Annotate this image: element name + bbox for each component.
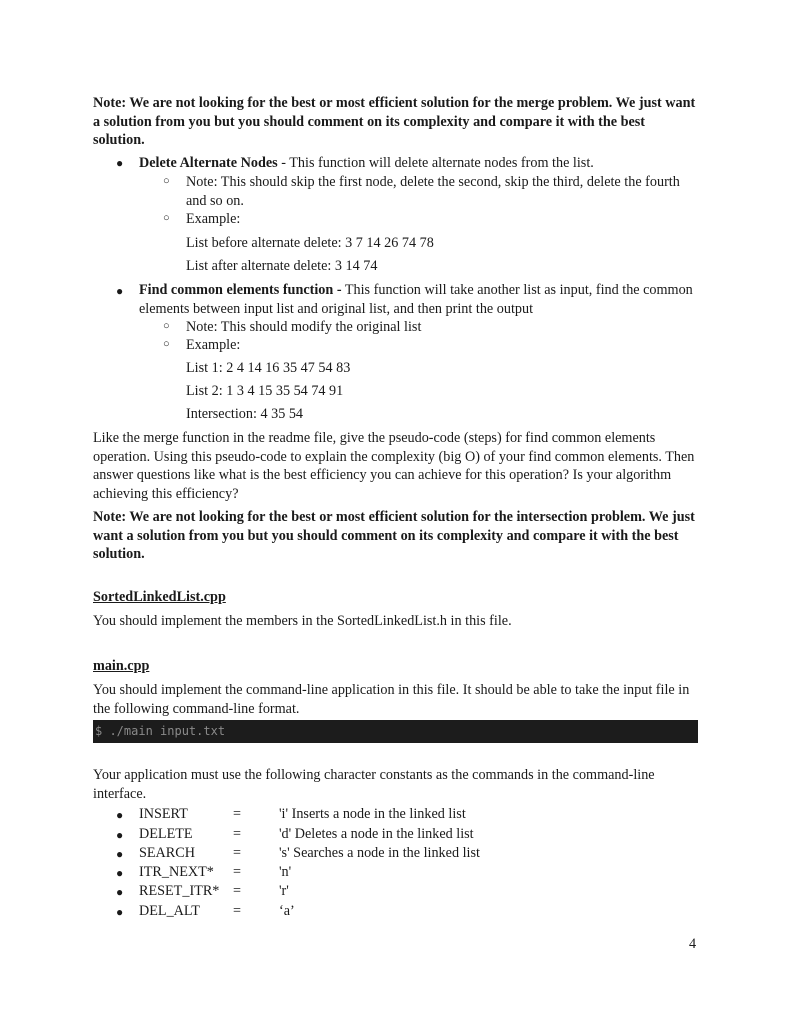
- application-text: Your application must use the following character constants as the commands in the command-line interface.: [93, 767, 655, 802]
- bullet-icon: ●: [116, 905, 124, 919]
- terminal-command-block: $ ./main input.txt: [93, 720, 698, 743]
- command-value: 'n': [279, 864, 292, 880]
- circle-bullet-icon: ○: [163, 175, 170, 187]
- sorted-linked-list-text: You should implement the members in the SortedLinkedList.h in this file.: [93, 613, 512, 629]
- bullet-icon: ●: [116, 828, 124, 842]
- command-value: 'r': [279, 883, 289, 899]
- delete-alternate-example-label: Example:: [186, 211, 241, 227]
- command-name: SEARCH: [139, 845, 195, 861]
- common-elements-note: Note: This should modify the original list: [186, 319, 422, 335]
- bullet-icon: ●: [116, 885, 124, 899]
- bullet-icon: ●: [116, 866, 124, 880]
- common-list1: List 1: 2 4 14 16 35 47 54 83: [186, 360, 351, 376]
- command-name: DELETE: [139, 826, 193, 842]
- bullet-icon: ●: [116, 808, 124, 822]
- command-equals: =: [233, 845, 242, 861]
- command-value: ‘a’: [279, 903, 295, 919]
- circle-bullet-icon: ○: [163, 338, 170, 350]
- delete-alternate-title: Delete Alternate Nodes: [139, 155, 278, 171]
- command-equals: =: [233, 826, 242, 842]
- intersection-note: Note: We are not looking for the best or most efficient solution for the intersection problem. We just want a solution from you but you should comment on its complexity and compare it with the best solution.: [93, 509, 695, 562]
- common-intersection: Intersection: 4 35 54: [186, 406, 304, 422]
- bullet-icon: ●: [116, 847, 124, 861]
- bullet-icon: ●: [116, 156, 124, 170]
- command-name: INSERT: [139, 806, 188, 822]
- delete-alternate-before: List before alternate delete: 3 7 14 26 74 78: [186, 235, 434, 251]
- command-equals: =: [233, 864, 242, 880]
- pseudo-code-paragraph: Like the merge function in the readme file, give the pseudo-code (steps) for find common elements operation. Using this pseudo-code to explain the complexity (big O) of your find common elements. Then answer questions like what is the best efficiency you can achieve for this operation? Is your algorithm achieving this efficiency?: [93, 430, 695, 502]
- common-elements-title: Find common elements function -: [139, 282, 342, 298]
- common-list2: List 2: 1 3 4 15 35 54 74 91: [186, 383, 344, 399]
- command-name: DEL_ALT: [139, 903, 200, 919]
- circle-bullet-icon: ○: [163, 320, 170, 332]
- command-equals: =: [233, 806, 242, 822]
- common-elements-example-label: Example:: [186, 337, 241, 353]
- sorted-linked-list-heading: SortedLinkedList.cpp: [93, 589, 226, 605]
- command-value: 's' Searches a node in the linked list: [279, 845, 480, 861]
- page-number: 4: [689, 936, 697, 952]
- delete-alternate-item: [139, 154, 699, 173]
- circle-bullet-icon: ○: [163, 212, 170, 224]
- main-cpp-heading: main.cpp: [93, 658, 150, 674]
- common-elements-desc: This function will take another list as input, find the common elements between input list and original list, and then print the output: [139, 282, 693, 317]
- common-elements-item: [139, 281, 699, 318]
- command-equals: =: [233, 903, 242, 919]
- bullet-icon: ●: [116, 284, 124, 298]
- command-name: ITR_NEXT*: [139, 864, 214, 880]
- command-value: 'd' Deletes a node in the linked list: [279, 826, 474, 842]
- merge-note: Note: We are not looking for the best or most efficient solution for the merge problem. We just want a solution from you but you should comment on its complexity and compare it with the best solution.: [93, 95, 696, 148]
- command-name: RESET_ITR*: [139, 883, 220, 899]
- delete-alternate-after: List after alternate delete: 3 14 74: [186, 258, 378, 274]
- delete-alternate-desc: - This function will delete alternate nodes from the list.: [277, 155, 594, 171]
- delete-alternate-note: Note: This should skip the first node, delete the second, skip the third, delete the fourth and so on.: [186, 174, 680, 209]
- command-value: 'i' Inserts a node in the linked list: [279, 806, 466, 822]
- main-cpp-text: You should implement the command-line application in this file. It should be able to take the input file in the following command-line format.: [93, 682, 690, 717]
- command-equals: =: [233, 883, 242, 899]
